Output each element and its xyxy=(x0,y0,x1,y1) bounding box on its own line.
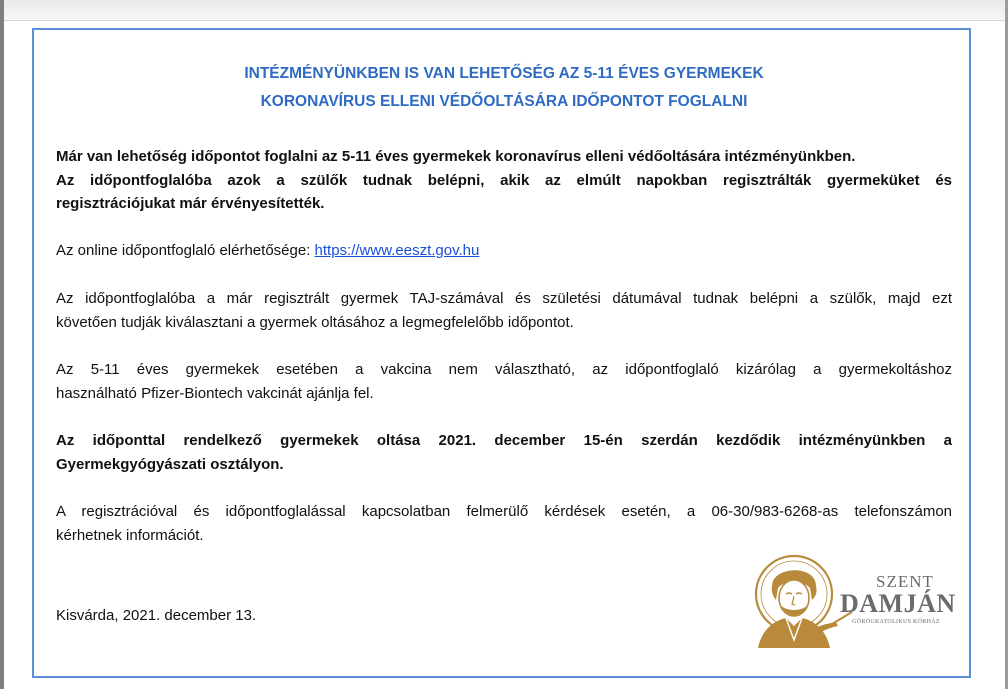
intro-paragraph xyxy=(56,145,952,216)
page-title xyxy=(34,60,974,116)
intro-line-2: Az időpontfoglalóba azok a szülők tudnak belépni, akik az elmúlt napokban regisztrálták gyermeküket és xyxy=(56,171,952,189)
schedule-paragraph xyxy=(56,429,952,476)
contact-line-2: kérhetnek információt. xyxy=(56,526,204,544)
eeszt-link[interactable]: https://www.eeszt.gov.hu xyxy=(314,242,480,259)
place-date: Kisvárda, 2021. december 13. xyxy=(56,607,257,624)
window-top-strip xyxy=(0,0,1008,21)
online-paragraph xyxy=(56,239,952,263)
intro-line-3: regisztrációjukat már érvényesítették. xyxy=(56,195,325,212)
login-line-2: követően tudják kiválasztani a gyermek oltásához a legmegfelelőbb időpontot. xyxy=(56,313,574,331)
schedule-line-1: Az időponttal rendelkező gyermekek oltása 2021. december 15-én szerdán kezdődik intézményünkben a xyxy=(56,432,952,449)
contact-line-1: A regisztrációval és időpontfoglalással kapcsolatban felmerülő kérdések esetén, a 06-30/983-6268-as telefonszámon xyxy=(56,503,952,520)
contact-paragraph xyxy=(56,500,952,547)
logo-subtitle: GÖRÖGKATOLIKUS KÓRHÁZ xyxy=(852,619,940,625)
login-paragraph xyxy=(56,287,952,334)
intro-line-1: Már van lehetőség időpontot foglalni az 5-11 éves gyermekek koronavírus elleni védőoltására intézményünkben. xyxy=(56,148,856,165)
online-label: Az online időpontfoglaló elérhetősége: xyxy=(56,242,311,259)
vaccine-line-1: Az 5-11 éves gyermekek esetében a vakcina nem választható, az időpontfoglaló kizárólag a gyermekoltáshoz xyxy=(56,361,952,378)
vaccine-line-2: használható Pfizer-Biontech vakcinát ajánlja fel. xyxy=(56,384,374,402)
title-line-2: KORONAVÍRUS ELLENI VÉDŐOLTÁSÁRA IDŐPONTOT FOGLALNI xyxy=(260,93,748,110)
window-left-edge xyxy=(0,0,4,689)
logo-szent: SZENT xyxy=(876,572,934,591)
schedule-line-2: Gyermekgyógyászati osztályon. xyxy=(56,455,284,473)
title-line-1: INTÉZMÉNYÜNKBEN IS VAN LEHETŐSÉG AZ 5-11 ÉVES GYERMEKEK xyxy=(244,65,764,82)
login-line-1: Az időpontfoglalóba a már regisztrált gyermek TAJ-számával és születési dátumával tudnak belépni a szülők, majd ezt xyxy=(56,290,952,307)
vaccine-paragraph xyxy=(56,358,952,405)
logo-wordmark xyxy=(840,572,956,626)
logo-damjan: DAMJÁN xyxy=(840,589,956,618)
